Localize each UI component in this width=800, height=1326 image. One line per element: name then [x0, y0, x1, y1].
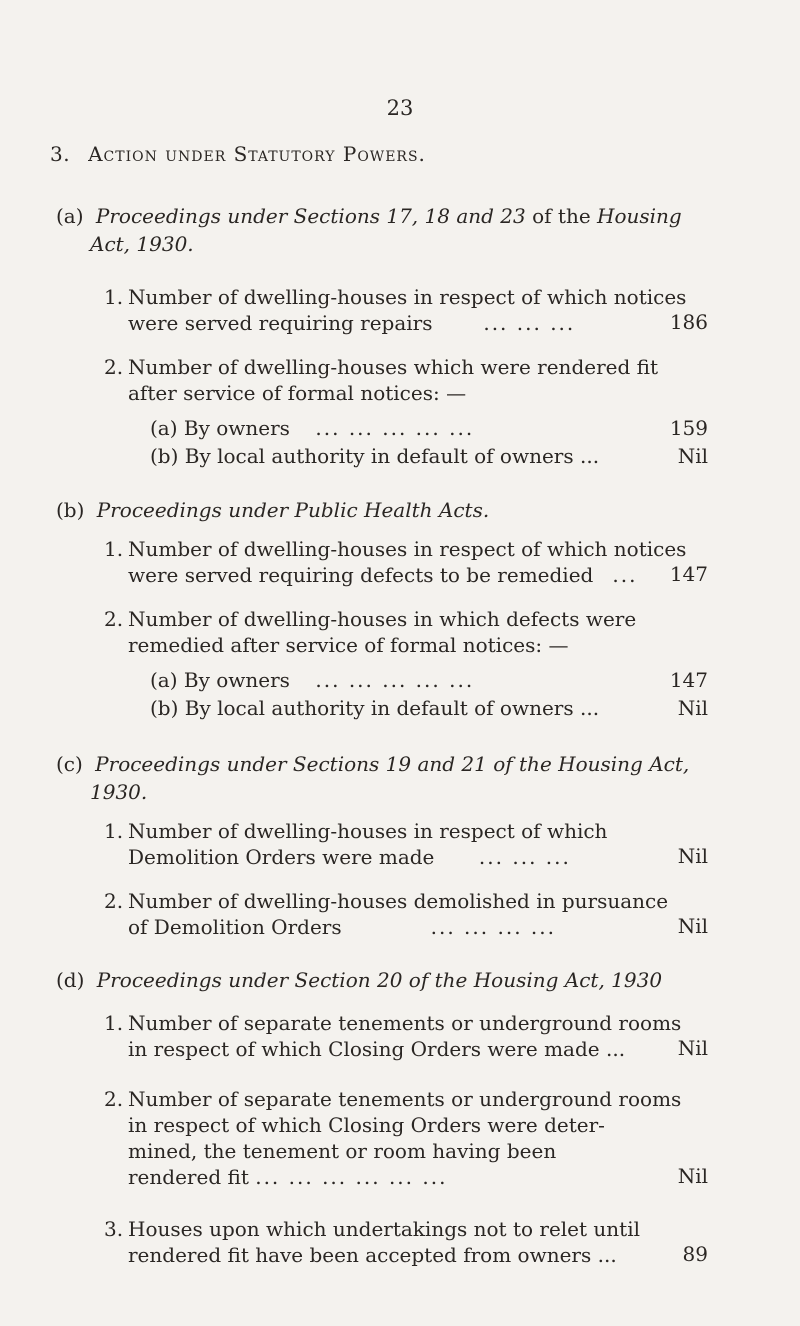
subsection-a-title-of: of the — [532, 204, 591, 228]
leader-dots: ... ... ... ... ... — [315, 416, 475, 440]
item-text: rendered fit — [128, 1165, 249, 1189]
item-line: Number of dwelling-houses which were rendered fit — [128, 355, 659, 379]
b-item-1-value: 147 — [669, 562, 708, 586]
subsection-a-title — [56, 202, 746, 258]
subsection-a-title-part2: Housing — [597, 204, 682, 228]
subsection-c-label: (c) — [56, 752, 83, 776]
item-line-with-dots — [104, 562, 704, 588]
item-line: Houses upon which undertakings not to relet until — [128, 1217, 640, 1241]
leader-dots: ... — [612, 563, 638, 587]
item-line: Number of dwelling-houses demolished in pursuance — [128, 889, 669, 913]
a-item-1-value: 186 — [669, 310, 708, 334]
item-number: 2. — [104, 889, 124, 913]
item-text: were served requiring defects to be remedied — [128, 563, 594, 587]
b-subitem-a-value: 147 — [669, 668, 708, 692]
item-number: 3. — [104, 1217, 124, 1241]
leader-dots: ... ... ... ... ... ... — [255, 1165, 448, 1189]
b-subitem-b-value: Nil — [677, 696, 708, 720]
item-line: Number of dwelling-houses in respect of which notices — [128, 285, 687, 309]
leader-dots: ... ... ... — [478, 845, 571, 869]
subsection-b-label: (b) — [56, 498, 85, 522]
subitem-label: (a) By owners — [150, 416, 290, 440]
item-line-with-dots — [104, 1164, 704, 1190]
subsection-c-title — [56, 750, 746, 806]
item-text: Demolition Orders were made — [128, 845, 435, 869]
item-line: mined, the tenement or room having been — [128, 1139, 557, 1163]
subsection-c-title-part1: Proceedings under Sections 19 and 21 of the Housing Act, — [95, 752, 690, 776]
subsection-d-title-text: Proceedings under Section 20 of the Housing Act, 1930 — [96, 968, 663, 992]
leader-dots: ... ... ... ... ... — [315, 668, 475, 692]
item-line: after service of formal notices: — — [128, 381, 467, 405]
c-item-1-value: Nil — [677, 844, 708, 868]
a-item-1 — [104, 284, 704, 336]
item-line: remedied after service of formal notices: — — [128, 633, 569, 657]
item-line: in respect of which Closing Orders were deter- — [128, 1113, 605, 1137]
b-subitem-b: (b) By local authority in default of owners ... — [150, 696, 600, 720]
item-number: 1. — [104, 1011, 124, 1035]
item-number: 2. — [104, 1087, 124, 1111]
b-item-2 — [104, 606, 704, 658]
item-line: Number of dwelling-houses in respect of which — [128, 819, 608, 843]
subsection-a-label: (a) — [56, 204, 84, 228]
item-line-with-dots — [104, 914, 704, 940]
page-number: 23 — [386, 96, 414, 120]
subsection-d-label: (d) — [56, 968, 85, 992]
c-item-2 — [104, 888, 704, 940]
item-line: Number of separate tenements or underground rooms — [128, 1087, 682, 1111]
item-line: in respect of which Closing Orders were made ... — [128, 1037, 626, 1061]
subsection-a-title-part3: Act, 1930. — [90, 232, 194, 256]
item-line: Number of separate tenements or underground rooms — [128, 1011, 682, 1035]
item-number: 2. — [104, 607, 124, 631]
d-item-2-value: Nil — [677, 1164, 708, 1188]
item-line: Number of dwelling-houses in which defects were — [128, 607, 637, 631]
b-item-1 — [104, 536, 704, 588]
section-number: 3. — [50, 142, 71, 166]
d-item-1-value: Nil — [677, 1036, 708, 1060]
leader-dots: ... ... ... — [483, 311, 576, 335]
d-item-1 — [104, 1010, 704, 1062]
a-subitem-b-value: Nil — [677, 444, 708, 468]
item-text: were served requiring repairs — [128, 311, 433, 335]
a-subitem-b: (b) By local authority in default of owners ... — [150, 444, 600, 468]
subsection-b-title — [56, 496, 746, 524]
item-line: Number of dwelling-houses in respect of which notices — [128, 537, 687, 561]
item-number: 2. — [104, 355, 124, 379]
subsection-d-title — [56, 966, 746, 994]
leader-dots: ... ... ... ... — [430, 915, 556, 939]
b-subitem-a — [150, 668, 474, 692]
item-number: 1. — [104, 537, 124, 561]
c-item-2-value: Nil — [677, 914, 708, 938]
subsection-c-title-part2: 1930. — [90, 780, 148, 804]
item-number: 1. — [104, 285, 124, 309]
d-item-3-value: 89 — [682, 1242, 708, 1266]
a-item-2 — [104, 354, 704, 406]
item-line-with-dots — [104, 844, 704, 870]
item-line-with-dots — [104, 310, 704, 336]
a-subitem-a — [150, 416, 474, 440]
section-heading — [50, 142, 426, 166]
d-item-3 — [104, 1216, 704, 1268]
item-line: rendered fit have been accepted from owners ... — [128, 1243, 617, 1267]
subsection-a-title-part1: Proceedings under Sections 17, 18 and 23 — [95, 204, 526, 228]
subitem-label: (a) By owners — [150, 668, 290, 692]
d-item-2 — [104, 1086, 704, 1190]
subsection-b-title-text: Proceedings under Public Health Acts. — [96, 498, 490, 522]
item-number: 1. — [104, 819, 124, 843]
section-title: Action under Statutory Powers. — [88, 142, 426, 166]
a-subitem-a-value: 159 — [669, 416, 708, 440]
item-text: of Demolition Orders — [128, 915, 342, 939]
c-item-1 — [104, 818, 704, 870]
